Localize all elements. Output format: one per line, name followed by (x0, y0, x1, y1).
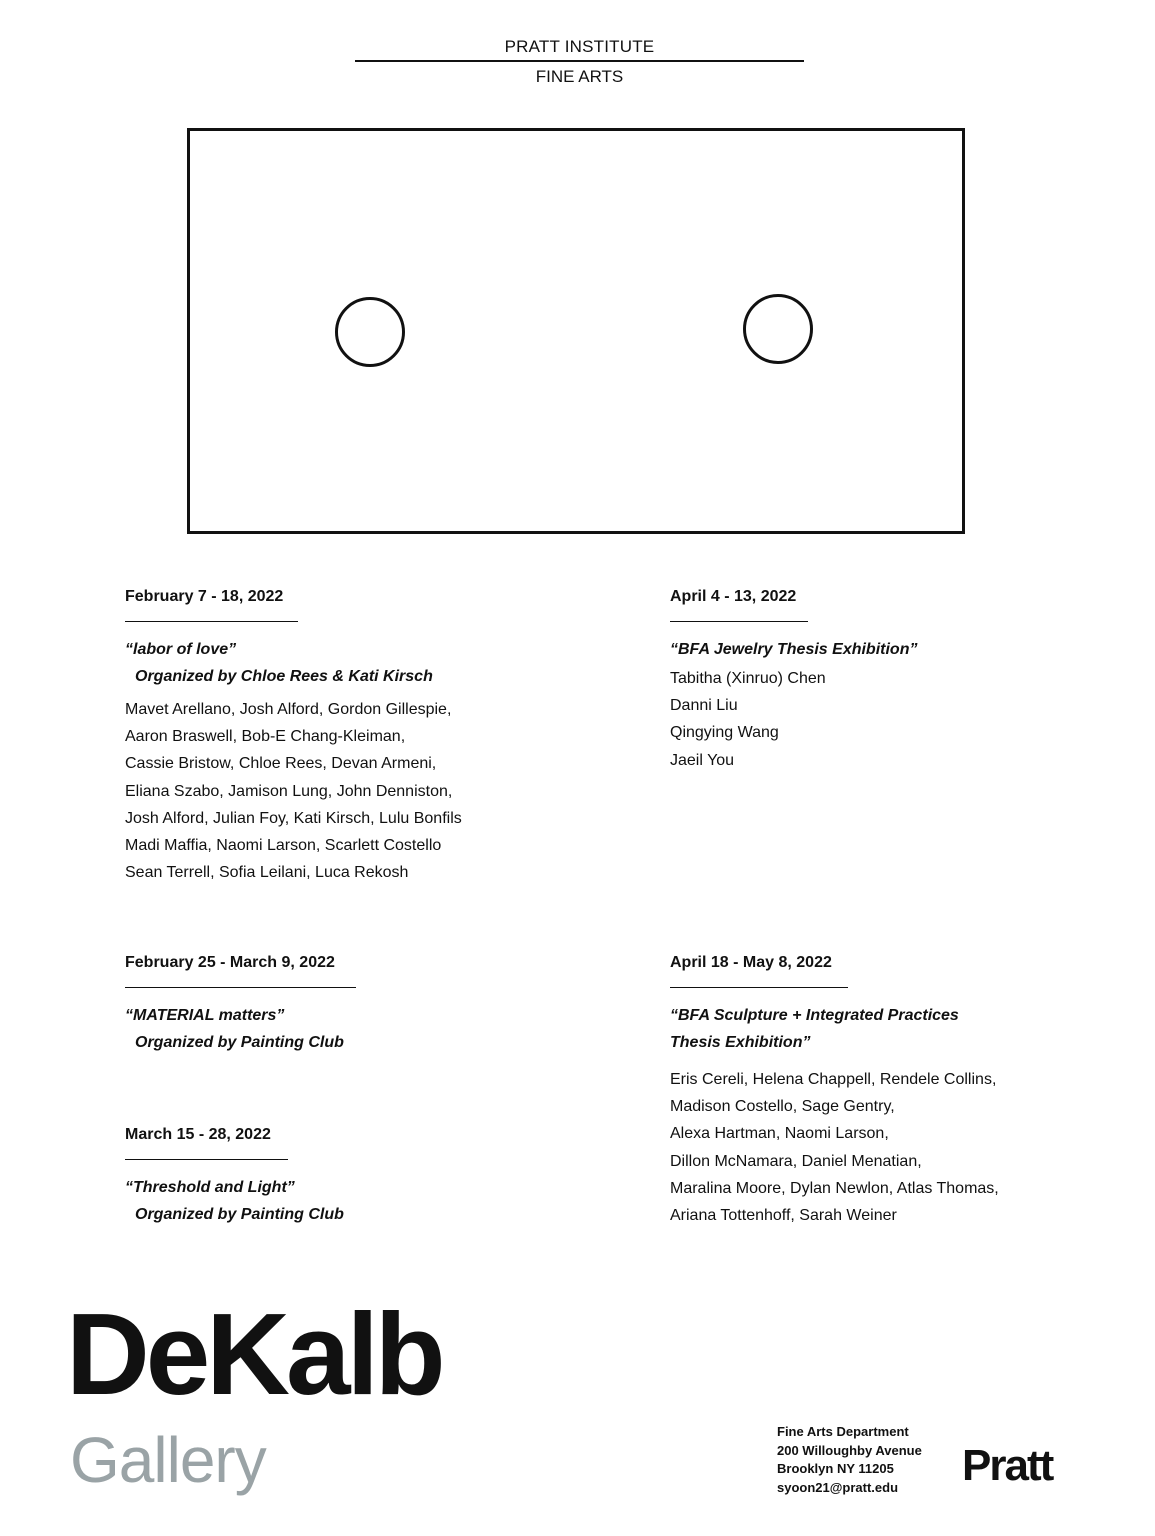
event-title-line: Thesis Exhibition” (670, 1034, 811, 1051)
event-dates: February 7 - 18, 2022 (125, 588, 284, 605)
address-street: 200 Willoughby Avenue (777, 1442, 922, 1458)
event-organizer: Organized by Painting Club (135, 1034, 344, 1051)
event-dates: April 4 - 13, 2022 (670, 588, 797, 605)
participant-line: Mavet Arellano, Josh Alford, Gordon Gillespie, (125, 701, 452, 718)
contact-address (777, 1423, 922, 1497)
event-title: “labor of love” (125, 641, 237, 658)
event-labor-of-love (125, 588, 462, 886)
event-bfa-jewelry (670, 588, 917, 774)
participant-line: Qingying Wang (670, 724, 779, 742)
header-divider (355, 60, 804, 62)
date-divider (125, 1159, 288, 1160)
participant-line: Cassie Bristow, Chloe Rees, Devan Armeni, (125, 755, 437, 773)
participant-line: Tabitha (Xinruo) Chen (670, 670, 826, 687)
address-department: Fine Arts Department (777, 1424, 909, 1439)
event-title-line: “BFA Sculpture + Integrated Practices (670, 1007, 959, 1024)
pratt-logo: Pratt (962, 1441, 1053, 1490)
artwork-frame (187, 128, 965, 534)
event-organizer: Organized by Painting Club (135, 1206, 344, 1223)
event-material-matters (125, 954, 356, 1056)
address-city: Brooklyn NY 11205 (777, 1461, 894, 1476)
participant-line: Eris Cereli, Helena Chappell, Rendele Collins, (670, 1071, 997, 1088)
event-title: “Threshold and Light” (125, 1179, 295, 1196)
participant-line: Sean Terrell, Sofia Leilani, Luca Rekosh (125, 864, 409, 882)
right-circle-shape (743, 294, 813, 364)
participant-list (670, 1066, 999, 1229)
date-divider (670, 621, 808, 622)
participant-line: Jaeil You (670, 751, 735, 769)
participant-line: Aaron Braswell, Bob-E Chang-Kleiman, (125, 728, 406, 746)
participant-list (125, 696, 462, 886)
event-threshold-and-light (125, 1126, 344, 1228)
event-organizer: Organized by Chloe Rees & Kati Kirsch (135, 668, 433, 685)
event-dates: February 25 - March 9, 2022 (125, 954, 335, 971)
participant-line: Madison Costello, Sage Gentry, (670, 1098, 895, 1116)
event-title: “MATERIAL matters” (125, 1007, 285, 1024)
participant-line: Danni Liu (670, 697, 738, 715)
participant-list (670, 665, 917, 774)
left-circle-shape (335, 297, 405, 367)
participant-line: Maralina Moore, Dylan Newlon, Atlas Thomas, (670, 1179, 999, 1197)
participant-line: Josh Alford, Julian Foy, Kati Kirsch, Lulu Bonfils (125, 809, 462, 827)
institution-title: PRATT INSTITUTE (504, 37, 655, 56)
participant-line: Ariana Tottenhoff, Sarah Weiner (670, 1207, 897, 1225)
date-divider (125, 987, 356, 988)
gallery-logo-subtitle: Gallery (70, 1424, 266, 1496)
date-divider (670, 987, 848, 988)
participant-line: Madi Maffia, Naomi Larson, Scarlett Costello (125, 837, 442, 855)
event-dates: April 18 - May 8, 2022 (670, 954, 832, 971)
department-title: FINE ARTS (535, 67, 624, 86)
address-email[interactable]: syoon21@pratt.edu (777, 1479, 899, 1495)
participant-line: Eliana Szabo, Jamison Lung, John Denniston, (125, 782, 453, 800)
date-divider (125, 621, 298, 622)
event-title: “BFA Jewelry Thesis Exhibition” (670, 641, 918, 658)
participant-line: Dillon McNamara, Daniel Menatian, (670, 1152, 922, 1170)
participant-line: Alexa Hartman, Naomi Larson, (670, 1125, 889, 1143)
event-dates: March 15 - 28, 2022 (125, 1126, 271, 1143)
event-bfa-sculpture (670, 954, 999, 1229)
gallery-logo-name: DeKalb (66, 1289, 442, 1419)
